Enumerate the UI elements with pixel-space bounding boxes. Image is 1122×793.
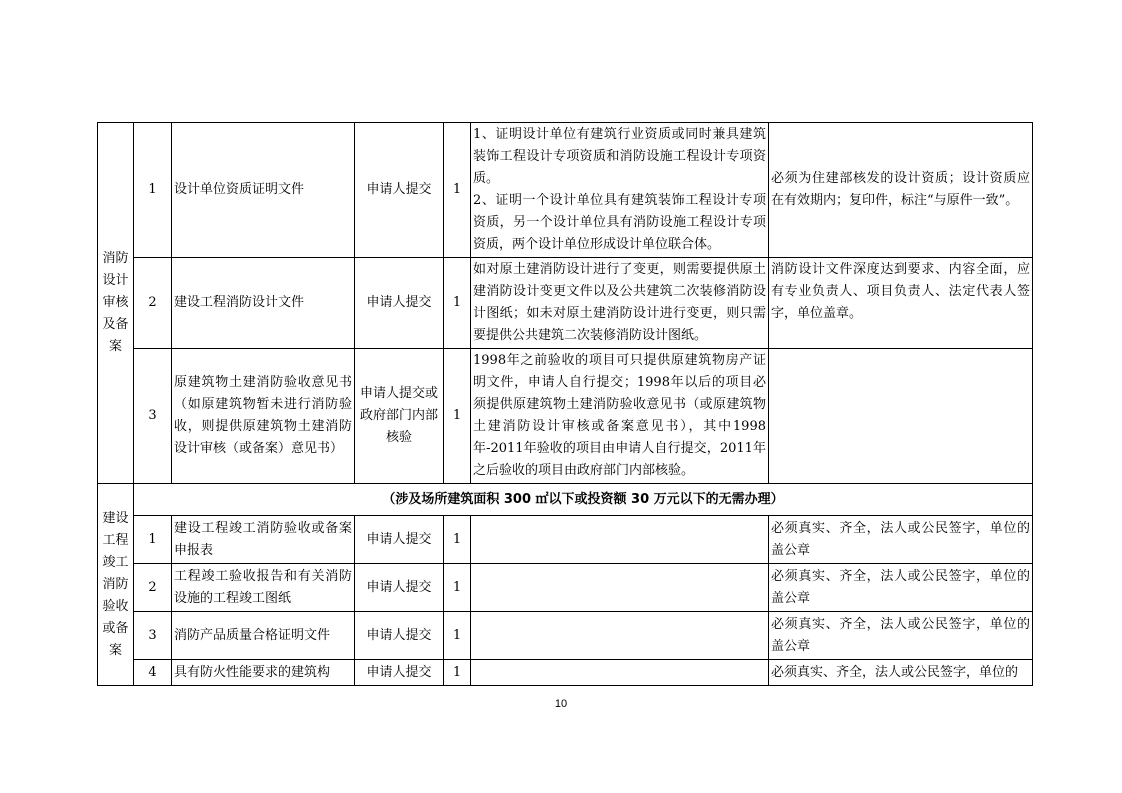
table-row <box>98 564 1033 612</box>
requirement-cell: 消防设计文件深度达到要求、内容全面，应有专业负责人、项目负责人、法定代表人签字，单位盖章。 <box>769 258 1033 349</box>
table-row <box>98 660 1033 686</box>
description-cell <box>471 660 769 686</box>
row-number: 1 <box>134 516 172 564</box>
source-cell: 申请人提交 <box>355 516 444 564</box>
category-label: 建设工程竣工消防验收或备案 <box>102 510 129 658</box>
count-cell: 1 <box>444 660 471 686</box>
row-number: 3 <box>134 349 172 484</box>
table-row <box>98 516 1033 564</box>
source-cell: 申请人提交或政府部门内部核验 <box>355 349 444 484</box>
requirement-cell: 必须真实、齐全，法人或公民签字，单位的盖公章 <box>769 564 1033 612</box>
count-cell: 1 <box>444 258 471 349</box>
source-cell: 申请人提交 <box>355 564 444 612</box>
requirement-cell <box>769 349 1033 484</box>
page-number: 10 <box>554 698 568 710</box>
row-number: 3 <box>134 612 172 660</box>
description-cell <box>471 612 769 660</box>
document-name: 具有防火性能要求的建筑构 <box>172 660 355 686</box>
table-row <box>98 349 1033 484</box>
category-label: 消防设计审核及备案 <box>102 251 129 354</box>
category-cell <box>98 484 134 686</box>
description-cell: 1、证明设计单位有建筑行业资质或同时兼具建筑装饰工程设计专项资质和消防设施工程设计专项资质。 2、证明一个设计单位具有建筑装饰工程设计专项资质，另一个设计单位具有消防设施工程设计专项资质，两个设计单位形成设计单位联合体。 <box>471 123 769 258</box>
requirement-cell: 必须真实、齐全，法人或公民签字，单位的盖公章 <box>769 516 1033 564</box>
row-number: 2 <box>134 258 172 349</box>
materials-table <box>97 122 1033 686</box>
source-cell: 申请人提交 <box>355 258 444 349</box>
category-cell <box>98 123 134 484</box>
table-row <box>98 258 1033 349</box>
count-cell: 1 <box>444 564 471 612</box>
count-cell: 1 <box>444 349 471 484</box>
document-name: 消防产品质量合格证明文件 <box>172 612 355 660</box>
source-cell: 申请人提交 <box>355 123 444 258</box>
source-cell: 申请人提交 <box>355 660 444 686</box>
section-banner: （涉及场所建筑面积 300 ㎡以下或投资额 30 万元以下的无需办理） <box>134 484 1033 516</box>
document-name: 建设工程消防设计文件 <box>172 258 355 349</box>
count-cell: 1 <box>444 612 471 660</box>
row-number: 4 <box>134 660 172 686</box>
description-cell: 1998年之前验收的项目可只提供原建筑物房产证明文件，申请人自行提交；1998年以后的项目必须提供原建筑物土建消防验收意见书（或原建筑物土建消防设计审核或备案意见书），其中1998年-2011年验收的项目由申请人自行提交，2011年之后验收的项目由政府部门内部核验。 <box>471 349 769 484</box>
description-cell <box>471 516 769 564</box>
table-row <box>98 123 1033 258</box>
description-cell <box>471 564 769 612</box>
row-number: 2 <box>134 564 172 612</box>
document-name: 原建筑物土建消防验收意见书（如原建筑物暂未进行消防验收，则提供原建筑物土建消防设计审核（或备案）意见书） <box>172 349 355 484</box>
description-cell: 如对原土建消防设计进行了变更，则需要提供原土建消防设计变更文件以及公共建筑二次装修消防设计图纸；如未对原土建消防设计进行变更，则只需要提供公共建筑二次装修消防设计图纸。 <box>471 258 769 349</box>
table-row <box>98 484 1033 516</box>
row-number: 1 <box>134 123 172 258</box>
document-name: 设计单位资质证明文件 <box>172 123 355 258</box>
count-cell: 1 <box>444 516 471 564</box>
document-name: 工程竣工验收报告和有关消防设施的工程竣工图纸 <box>172 564 355 612</box>
requirement-cell: 必须真实、齐全，法人或公民签字，单位的 <box>769 660 1033 686</box>
requirement-cell: 必须为住建部核发的设计资质；设计资质应在有效期内；复印件，标注“与原件一致”。 <box>769 123 1033 258</box>
count-cell: 1 <box>444 123 471 258</box>
requirement-cell: 必须真实、齐全，法人或公民签字，单位的盖公章 <box>769 612 1033 660</box>
document-name: 建设工程竣工消防验收或备案申报表 <box>172 516 355 564</box>
table-row <box>98 612 1033 660</box>
source-cell: 申请人提交 <box>355 612 444 660</box>
